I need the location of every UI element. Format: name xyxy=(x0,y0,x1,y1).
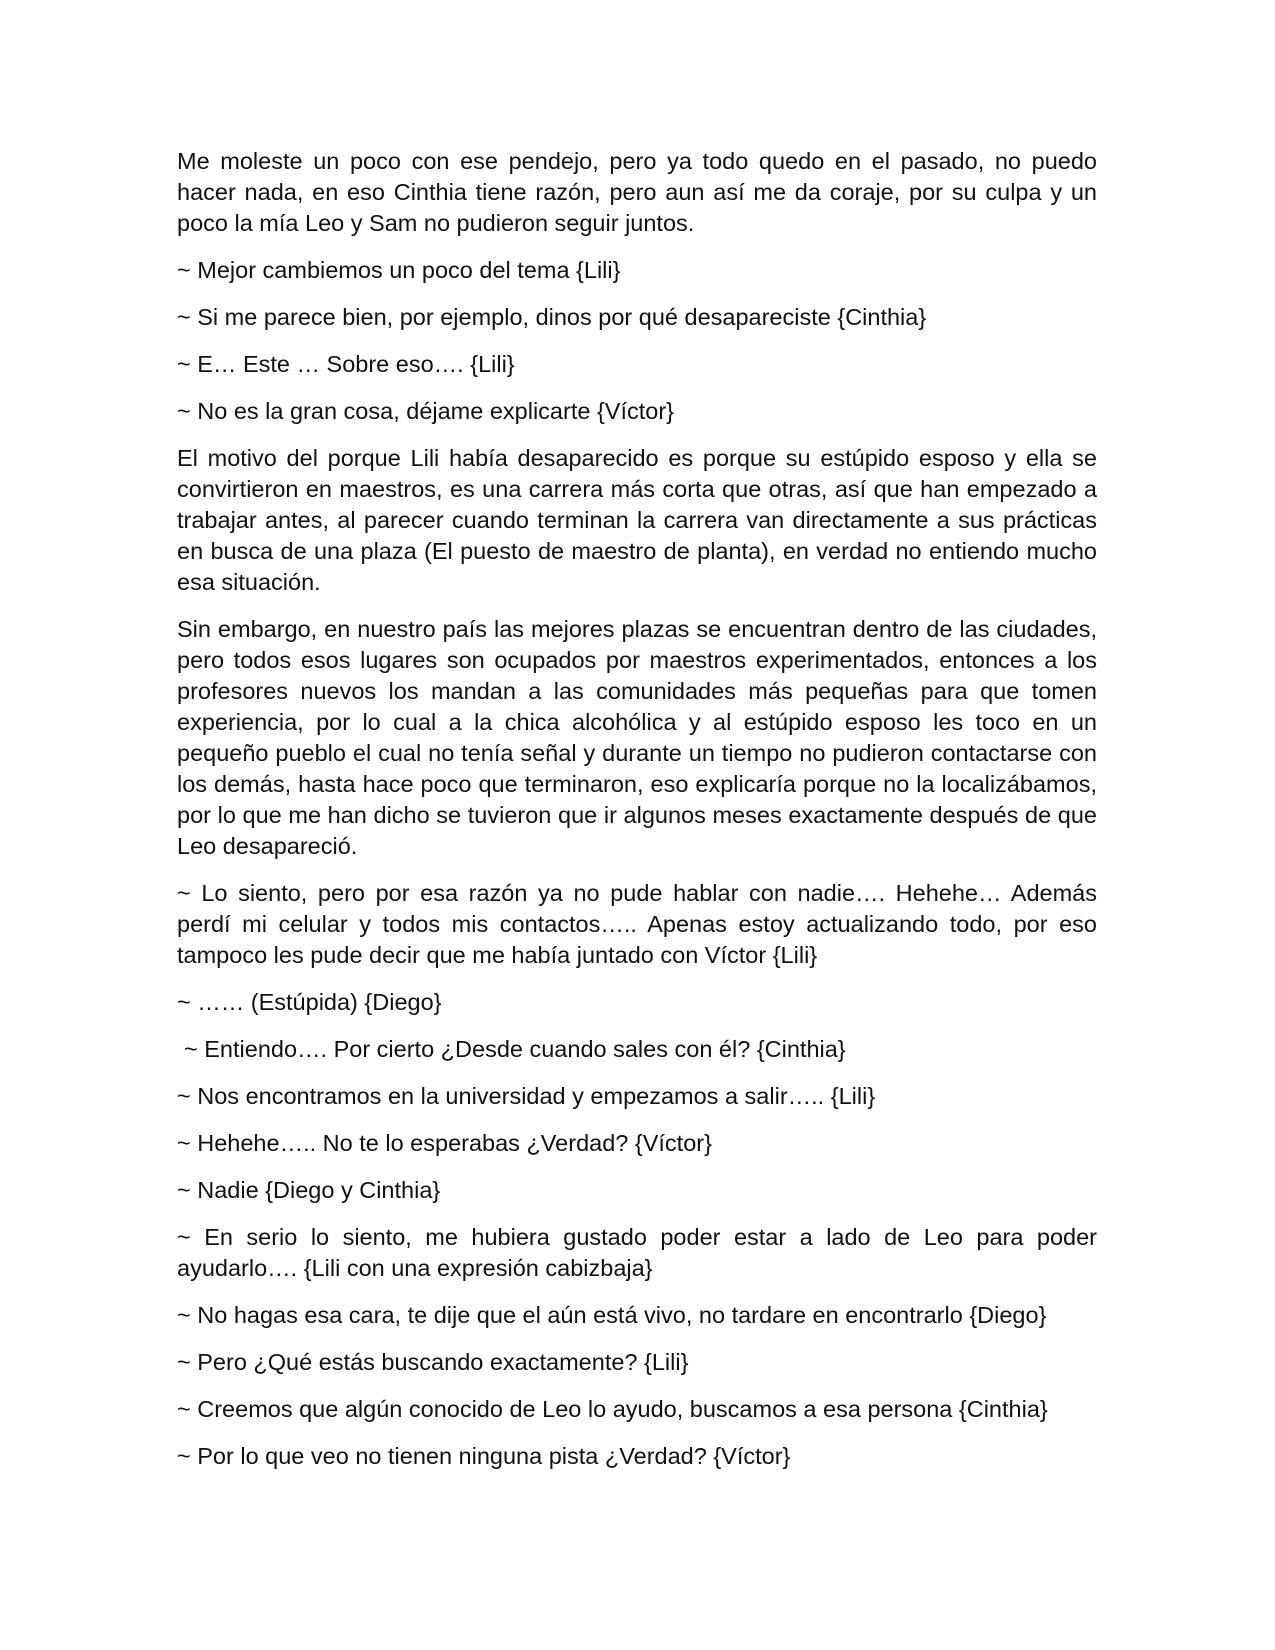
dialogue-line: ~ No es la gran cosa, déjame explicarte {Víctor} xyxy=(177,398,675,424)
dialogue-line: ~ Si me parece bien, por ejemplo, dinos por qué desapareciste {Cinthia} xyxy=(177,304,927,330)
narrative-paragraph: Me moleste un poco con ese pendejo, pero ya todo quedo en el pasado, no puedo hacer nada, en eso Cinthia tiene razón, pero aun así me da coraje, por su culpa y un poco la mía Leo y Sam no pudieron seguir juntos. xyxy=(177,148,1097,236)
dialogue-line: ~ E… Este … Sobre eso…. {Lili} xyxy=(177,351,515,377)
dialogue-line: ~ Lo siento, pero por esa razón ya no pude hablar con nadie…. Hehehe… Además perdí mi celular y todos mis contactos….. Apenas estoy actualizando todo, por eso tampoco les pude decir que me había juntado con Víctor {Lili} xyxy=(177,880,1097,968)
dialogue-line: ~ Nadie {Diego y Cinthia} xyxy=(177,1177,441,1203)
dialogue-line: ~ Entiendo…. Por cierto ¿Desde cuando sales con él? {Cinthia} xyxy=(184,1036,846,1062)
dialogue-line: ~ Por lo que veo no tienen ninguna pista ¿Verdad? {Víctor} xyxy=(177,1443,791,1469)
dialogue-line: ~ Nos encontramos en la universidad y empezamos a salir….. {Lili} xyxy=(177,1083,876,1109)
dialogue-line: ~ No hagas esa cara, te dije que el aún está vivo, no tardare en encontrarlo {Diego} xyxy=(177,1302,1047,1328)
dialogue-line: ~ Creemos que algún conocido de Leo lo ayudo, buscamos a esa persona {Cinthia} xyxy=(177,1396,1048,1422)
narrative-paragraph: Sin embargo, en nuestro país las mejores plazas se encuentran dentro de las ciudades, pero todos esos lugares son ocupados por maestros experimentados, entonces a los profesores nuevos los mandan a las comunidades más pequeñas para que tomen experiencia, por lo cual a la chica alcohólica y al estúpido esposo les toco en un pequeño pueblo el cual no tenía señal y durante un tiempo no pudieron contactarse con los demás, hasta hace poco que terminaron, eso explicaría porque no la localizábamos, por lo que me han dicho se tuvieron que ir algunos meses exactamente después de que Leo desapareció. xyxy=(177,616,1097,859)
dialogue-line: ~ Hehehe….. No te lo esperabas ¿Verdad? {Víctor} xyxy=(177,1130,712,1156)
dialogue-line: ~ …… (Estúpida) {Diego} xyxy=(177,989,442,1015)
document-body xyxy=(177,146,1097,1488)
dialogue-line: ~ Mejor cambiemos un poco del tema {Lili} xyxy=(177,257,621,283)
narrative-paragraph: El motivo del porque Lili había desaparecido es porque su estúpido esposo y ella se convirtieron en maestros, es una carrera más corta que otras, así que han empezado a trabajar antes, al parecer cuando terminan la carrera van directamente a sus prácticas en busca de una plaza (El puesto de maestro de planta), en verdad no entiendo mucho esa situación. xyxy=(177,445,1097,595)
dialogue-line: ~ En serio lo siento, me hubiera gustado poder estar a lado de Leo para poder ayudarlo…. {Lili con una expresión cabizbaja} xyxy=(177,1224,1097,1281)
dialogue-line: ~ Pero ¿Qué estás buscando exactamente? {Lili} xyxy=(177,1349,689,1375)
